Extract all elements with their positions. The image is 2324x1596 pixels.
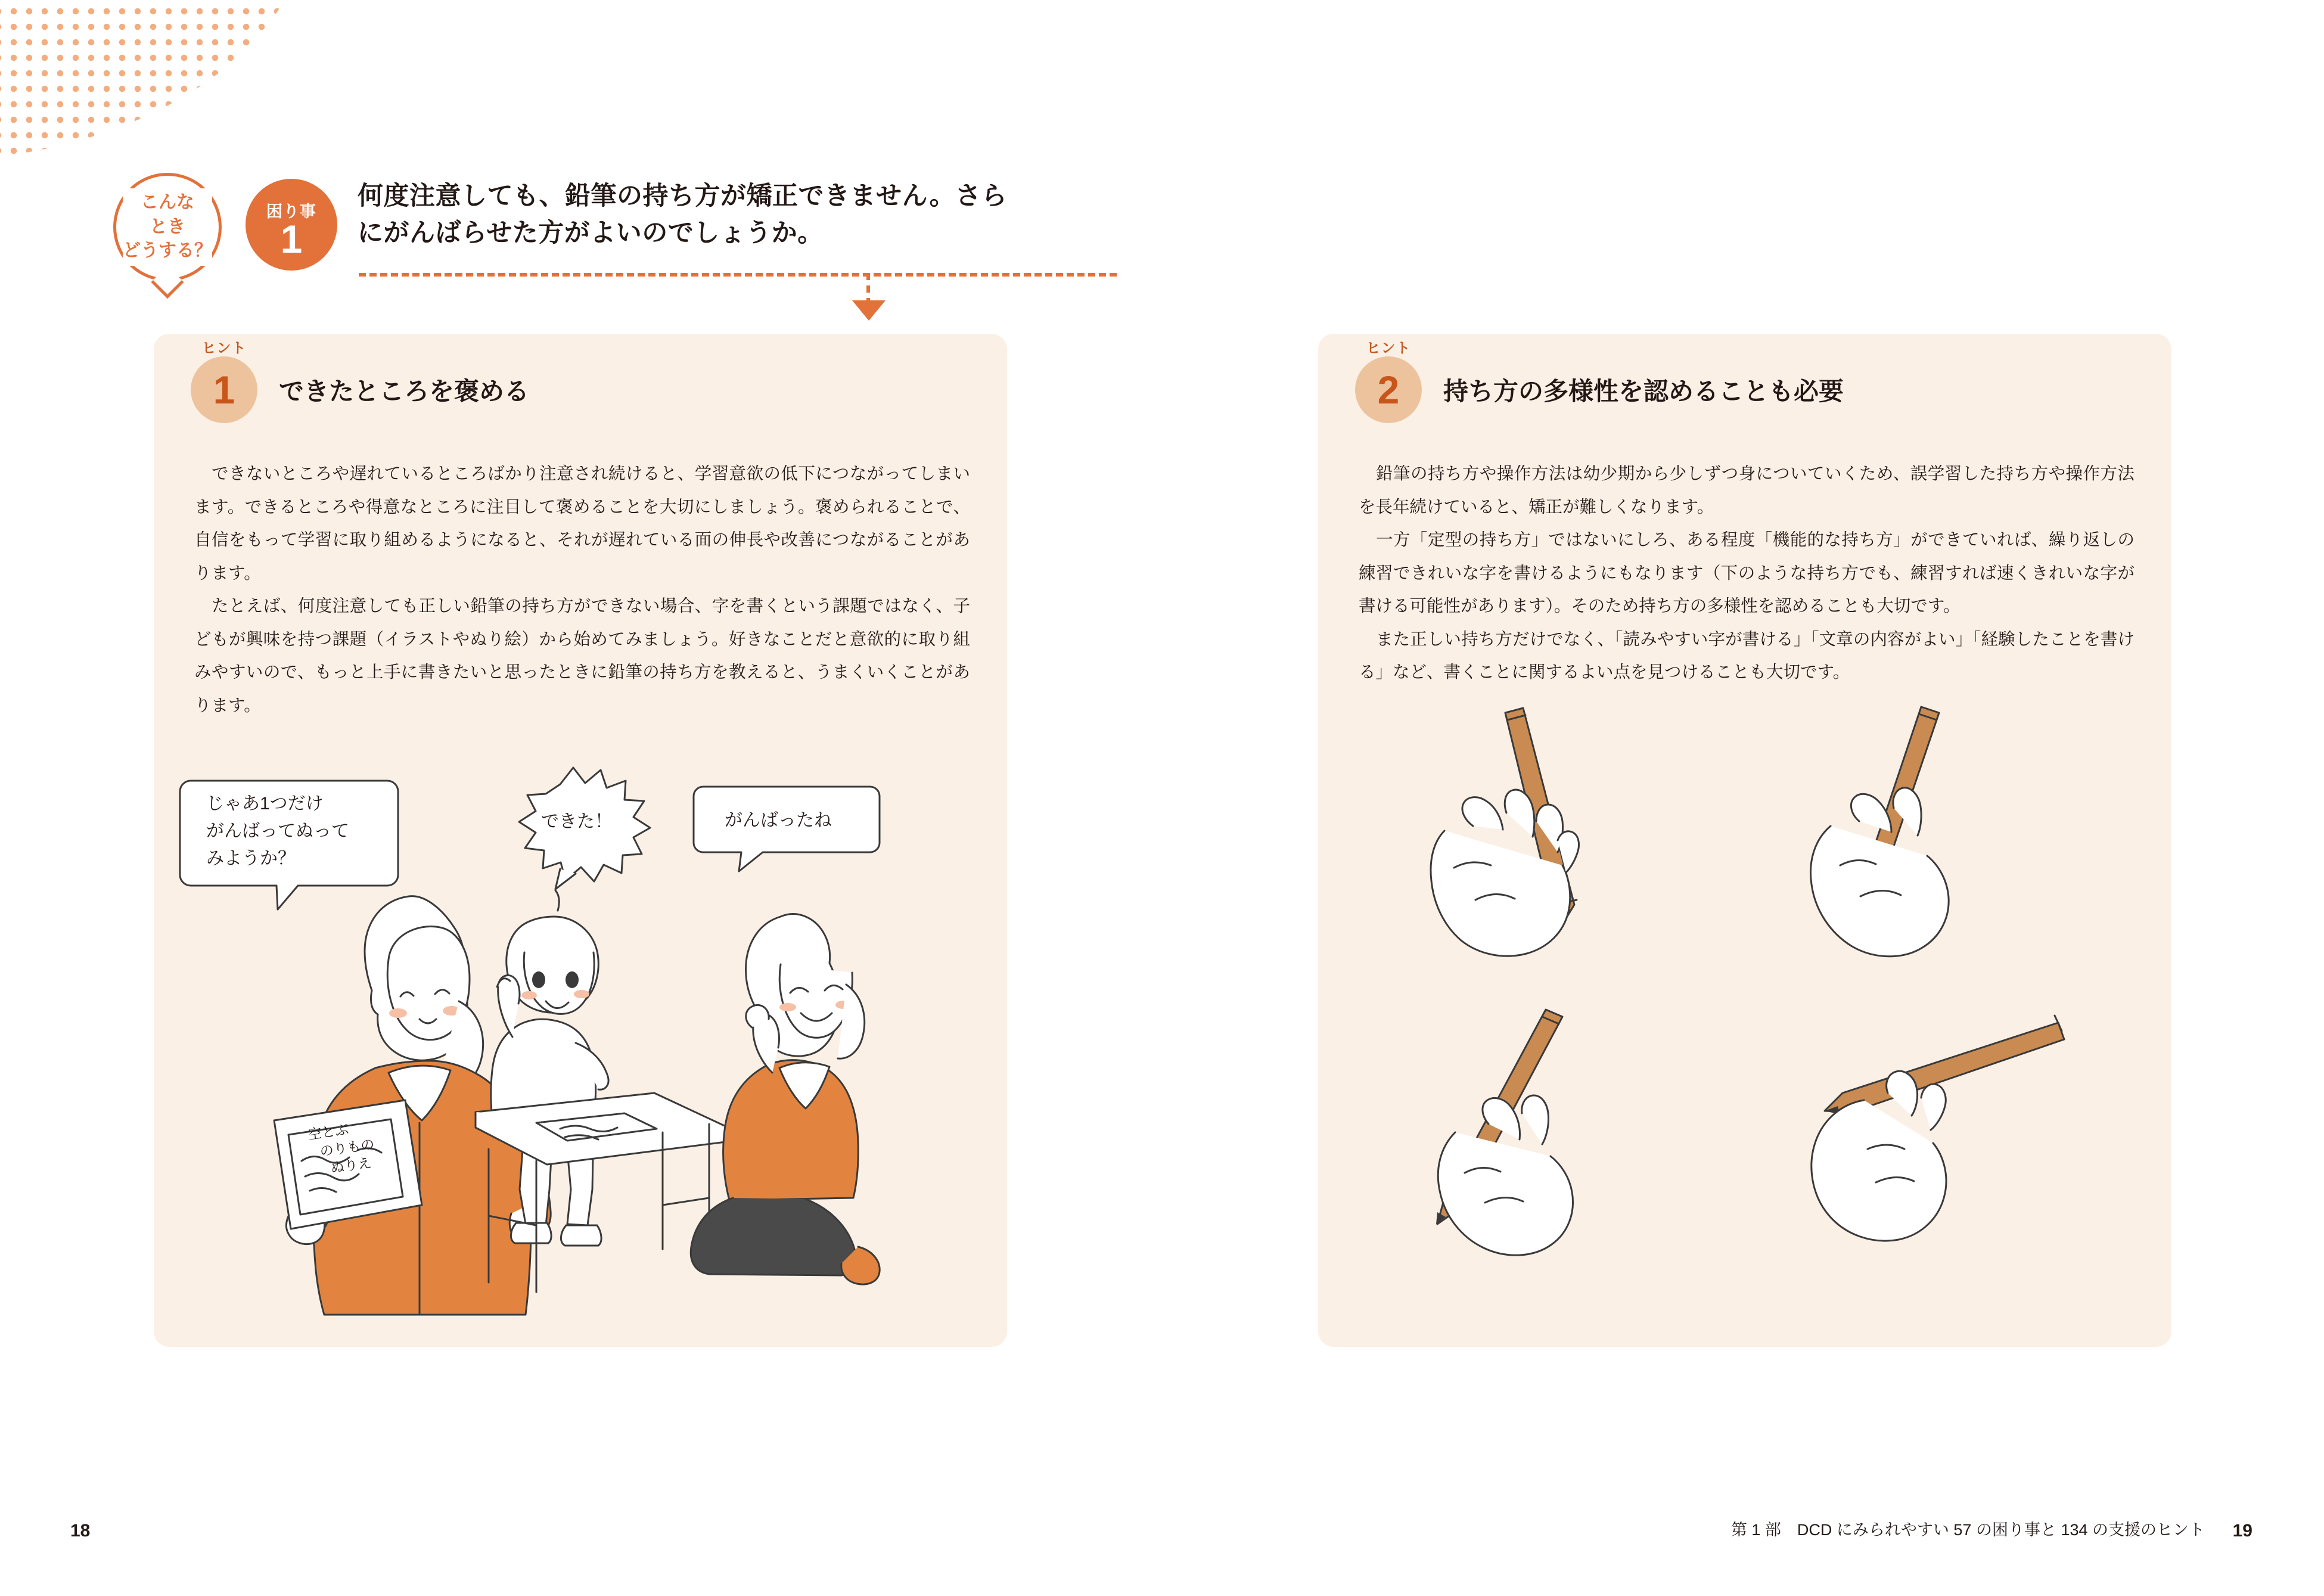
page-spine <box>1162 0 1163 1596</box>
konna-line-3: どうする？ <box>123 241 212 261</box>
hint-1-header <box>191 340 530 423</box>
illustration-pencil-grips <box>1418 703 2121 1305</box>
hint-2-paragraph-3: また正しい持ち方だけでなく、「読みやすい字が書ける」「文章の内容がよい」「経験したことを書ける」など、書くことに関するよい点を見つけることも大切です。 <box>1359 629 2135 682</box>
pencil-grip-svg <box>1418 703 2121 1305</box>
dashed-arrow-icon <box>852 300 886 321</box>
speech-adult-line-2: がんばってぬって <box>206 821 349 841</box>
hint-1-paragraph-2: たとえば、何度注意しても正しい鉛筆の持ち方ができない場合、字を書くという課題ではなく、子どもが興味を持つ課題（イラストやぬり絵）から始めてみましょう。好きなことだと意欲的に取り組みやすいので、もっと上手に書きたいと思ったときに鉛筆の持ち方を教えると、うまくいくことがあります。 <box>194 597 970 715</box>
hint-1-title: できたところを褒める <box>279 377 530 405</box>
konna-line-1: こんな <box>141 192 194 213</box>
hint-2-number: 2 <box>1377 368 1400 412</box>
hint-2-badge <box>1355 340 1422 423</box>
hint-1-badge <box>191 340 257 423</box>
page-number-right: 19 <box>2232 1521 2252 1541</box>
header-group <box>113 173 1043 310</box>
komarigoto-number: 1 <box>280 217 303 262</box>
konna-toki-badge <box>113 173 222 281</box>
page-number-left: 18 <box>70 1521 91 1541</box>
hint-2-header <box>1355 340 1844 423</box>
komarigoto-label: 困り事 <box>266 203 316 221</box>
hint-1-kana: ヒント <box>201 340 247 356</box>
speech-adult-line-1: じゃあ1つだけ <box>206 794 324 813</box>
komarigoto-badge <box>246 179 337 271</box>
dashed-divider <box>359 273 1117 277</box>
hint-1-number: 1 <box>213 368 235 412</box>
book-title-line-3: ぬりえ <box>330 1154 373 1176</box>
hint-2-title: 持ち方の多様性を認めることも必要 <box>1443 377 1844 405</box>
speech-adult2: がんばったね <box>725 811 832 830</box>
illustration-praise-svg <box>179 763 983 1317</box>
hint-2-paragraph-2: 一方「定型の持ち方」ではないにしろ、ある程度「機能的な持ち方」ができていれば、繰り返しの練習できれいな字を書けるようにもなります（下のような持ち方でも、練習すれば速くきれいな字が書ける可能性があります）。そのため持ち方の多様性を認めることも大切です。 <box>1359 530 2135 616</box>
book-title-line-2: のりもの <box>319 1136 375 1159</box>
illustration-praise-scene <box>179 763 983 1317</box>
hint-2-paragraph-1: 鉛筆の持ち方や操作方法は幼少期から少しずつ身についていくため、誤学習した持ち方や操作方法を長年続けていると、矯正が難しくなります。 <box>1359 464 2135 517</box>
speech-child: できた！ <box>541 812 613 831</box>
hint-1-paragraph-1: できないところや遅れているところばかり注意され続けると、学習意欲の低下につながってしまいます。できるところや得意なところに注目して褒めることを大切にしましょう。褒められることで、自信をもって学習に取り組めるようになると、それが遅れている面の伸長や改善につながることがあります。 <box>194 464 970 583</box>
running-head: 第 1 部 DCD にみられやすい 57 の困り事と 134 の支援のヒント <box>1730 1521 2205 1539</box>
decorative-dot-pattern <box>0 0 310 161</box>
hint-1-body <box>194 458 970 723</box>
badge-tail <box>151 266 184 299</box>
question-heading: 何度注意しても、鉛筆の持ち方が矯正できません。さらにがんばらせた方がよいのでしょうか。 <box>358 182 1008 248</box>
hint-2-body <box>1359 458 2135 690</box>
speech-adult-line-3: みようか？ <box>206 849 296 868</box>
book-title-line-1: 空とぶ <box>307 1121 350 1142</box>
konna-line-2: とき <box>150 216 185 237</box>
hint-2-kana: ヒント <box>1366 340 1411 356</box>
